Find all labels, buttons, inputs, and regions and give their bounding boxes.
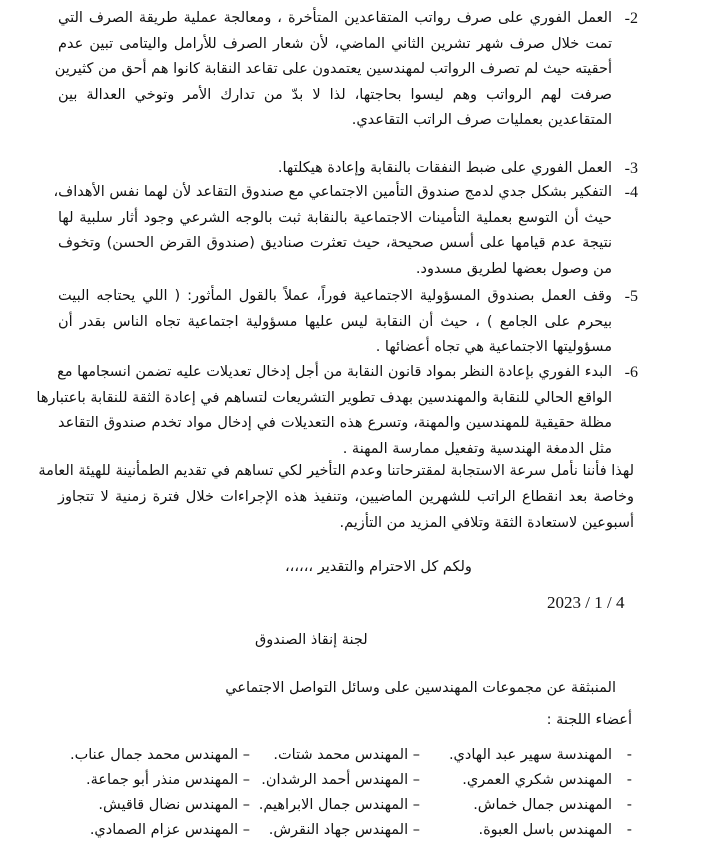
item-line: نتيجة عدم قيامها على أسس صحيحة، حيث تعثرت صناديق (صندوق القرض الحسن) وتخوف [58, 235, 612, 251]
member-row [80, 818, 632, 842]
item-number: -5 [624, 288, 638, 305]
member-name: – المهندس أحمد الرشدان. [261, 772, 420, 788]
item-line: المتقاعدين بعمليات صرف الراتب التقاعدي. [351, 112, 612, 128]
member-name: – المهندس نضال قاقيش. [98, 797, 250, 813]
item-line: البدء الفوري بإعادة النظر بمواد قانون النقابة من أجل إدخال تعديلات عليه تضمن انسجامها مع [57, 364, 612, 380]
bullet-dash: - [626, 822, 632, 838]
item-line: أحقيته حيث لم تصرف الرواتب لمهندسين يعتمدون على تقاعد النقابة كانوا هم أحق من كثيرين [54, 61, 612, 77]
member-name: – المهندس عزام الصمادي. [89, 822, 250, 838]
committee-subtitle: المنبثقة عن مجموعات المهندسين على وسائل التواصل الاجتماعي [225, 680, 616, 696]
member-name: – المهندس منذر أبو جماعة. [86, 772, 250, 788]
item-line: مظلة حقيقية للمهندسين والمهنة، وتسرع هذه التعديلات في إدخال مواد تخدم صندوق التقاعد [58, 415, 612, 431]
item-line: العمل الفوري على ضبط النفقات بالنقابة وإعادة هيكلتها. [277, 160, 612, 176]
member-row [69, 743, 632, 767]
members-heading: أعضاء اللجنة : [546, 712, 632, 728]
item-line: صرفت لهم الرواتب وهم ليسوا بحاجتها، لذا لا بدّ من تدارك الأمر وتوخي العدالة بين [58, 86, 612, 103]
salutation: ولكم كل الاحترام والتقدير ،،،،،، [285, 559, 472, 575]
item-line: تمت خلال صرف شهر تشرين الثاني الماضي، لأن شعار الصرف للأرامل واليتامى تبين عدم [58, 35, 612, 52]
member-name: المهندس جمال خماش. [473, 797, 612, 813]
item-line: من وصول بعضها لطريق مسدود. [415, 260, 612, 277]
committee-name: لجنة إنقاذ الصندوق [255, 632, 368, 648]
paragraph-line: وخاصة بعد انقطاع الراتب للشهرين الماضيين، وتنفيذ هذه الإجراءات خلال فترة زمنية لا تتجاوز [58, 489, 634, 505]
closing-paragraph [38, 458, 634, 536]
bullet-dash: - [626, 772, 632, 788]
member-row [80, 768, 632, 792]
item-number: -4 [624, 184, 638, 201]
item-line: وقف العمل بصندوق المسؤولية الاجتماعية فوراً، عملاً بالقول المأثور: ( اللي يحتاجه البيت [58, 288, 612, 304]
member-name: – المهندس محمد شتات. [273, 747, 420, 763]
item-number: -6 [624, 364, 638, 381]
demand-item [58, 284, 638, 361]
item-line: بيحرم على الجامع ) ، حيث أن النقابة ليس عليها مسؤولية اجتماعية تجاه الناس بقدر أن [58, 313, 612, 330]
member-name: – المهندس جهاد النقرش. [268, 822, 420, 838]
demand-item [53, 180, 638, 282]
item-line: الواقع الحالي للنقابة والمهندسين بهدف تطوير التشريعات لتساهم في إعادة الثقة للنقابة باعتبارها [36, 389, 612, 406]
member-name: المهندس باسل العبوة. [478, 822, 612, 838]
demand-item [54, 6, 638, 134]
item-line: العمل الفوري على صرف رواتب المتقاعدين المتأخرة ، ومعالجة عملية طريقة الصرف التي [58, 10, 612, 26]
bullet-dash: - [626, 797, 632, 813]
paragraph-line: لهذا فأننا نأمل سرعة الاستجابة لمقترحاتنا وعدم التأخير لكي تساهم في تقديم الطمأنينة للهيئة العامة [38, 463, 634, 479]
demand-item [58, 156, 638, 182]
paragraph-line: أسبوعين لاستعادة الثقة وتلافي المزيد من التأزيم. [339, 515, 634, 531]
item-number: -2 [624, 10, 638, 27]
member-name: المهندسة سهير عبد الهادي. [448, 747, 612, 763]
item-line: مثل الدمغة الهندسية وتفعيل ممارسة المهنة . [342, 440, 612, 457]
item-line: التفكير بشكل جدي لدمج صندوق التأمين الاجتماعي مع صندوق التقاعد لأن لهما نفس الأهداف، [53, 184, 612, 200]
member-name: – المهندس جمال الابراهيم. [258, 797, 420, 813]
member-row [80, 793, 632, 817]
date: 2023 / 1 / 4 [547, 593, 625, 612]
demand-item [36, 360, 638, 462]
item-number: -3 [624, 160, 638, 177]
item-line: مسؤوليتها الاجتماعية هي تجاه أعضائها . [375, 339, 612, 355]
bullet-dash: - [626, 747, 632, 763]
item-line: حيث أن التوسع بعملية التأمينات الاجتماعية بالنقابة ثبت بالوجه الشرعي وجود أثار سلبية لها [58, 209, 612, 226]
member-name: المهندس شكري العمري. [462, 772, 612, 788]
member-name: – المهندس محمد جمال عناب. [69, 747, 250, 763]
